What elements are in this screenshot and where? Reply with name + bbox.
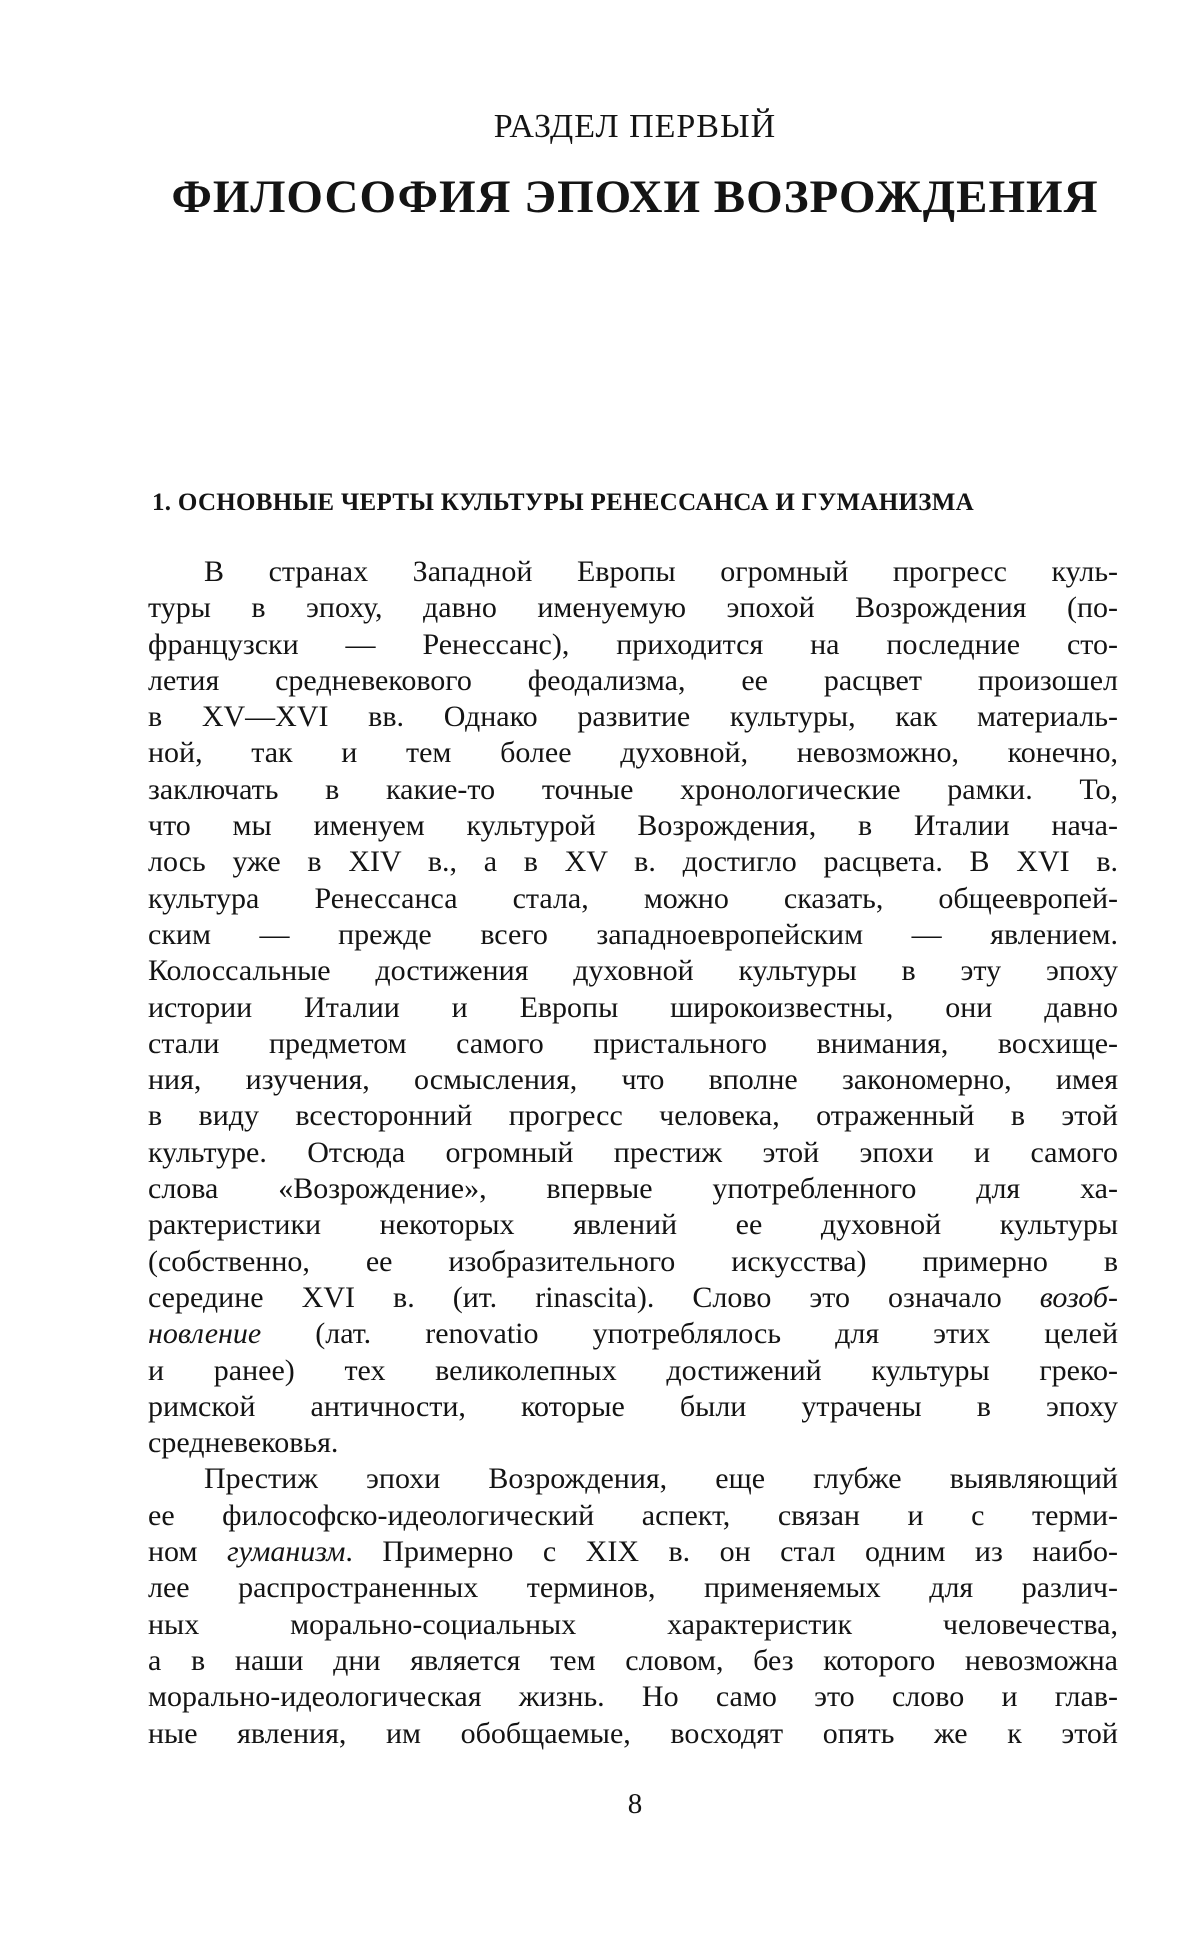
text-line [148,1135,1118,1171]
body-text [148,554,1118,1752]
text-segment: что мы именуем культурой Возрождения, в Италии нача- [148,809,1118,843]
text-line [148,554,1118,590]
text-segment: стали предметом самого пристального внимания, восхище- [148,1026,1118,1060]
italic-term: новление [148,1317,262,1351]
text-segment: ной, так и тем более духовной, невозможно, конечно, [148,736,1118,770]
text-segment: В странах Западной Европы огромный прогресс куль- [204,555,1118,588]
text-line [148,1461,1118,1497]
text-segment: а в наши дни является тем словом, без которого невозможна [148,1643,1118,1677]
paragraph-2 [148,1461,1118,1751]
text-line [148,1207,1118,1243]
text-segment: культура Ренессанса стала, можно сказать, общеевропей- [148,881,1118,915]
italic-term: возоб- [1039,1280,1118,1314]
text-line [148,881,1118,917]
text-line [148,1098,1118,1134]
text-segment: слова «Возрождение», впервые употребленного для ха- [148,1172,1118,1206]
chapter-heading: 1. ОСНОВНЫЕ ЧЕРТЫ КУЛЬТУРЫ РЕНЕССАНСА И ГУМАНИЗМА [152,489,974,516]
text-line [148,1534,1118,1570]
text-segment: ее философско-идеологический аспект, связан и с терми- [148,1498,1118,1532]
text-line [148,1316,1118,1352]
text-segment: летия средневекового феодализма, ее расцвет произошел [148,663,1118,697]
text-segment: и ранее) тех великолепных достижений культуры греко- [148,1353,1118,1387]
text-line [148,1425,1118,1461]
text-line [148,1679,1118,1715]
text-segment: ским — прежде всего западноевропейским — явлением. [148,917,1118,951]
text-segment: лее распространенных терминов, применяемых для различ- [148,1571,1118,1605]
text-line [148,1389,1118,1425]
paragraph-1 [148,554,1118,1461]
text-line [148,590,1118,626]
text-line [148,1026,1118,1062]
text-line [148,990,1118,1026]
text-line [148,1643,1118,1679]
text-line [148,772,1118,808]
text-segment: ных морально-социальных характеристик человечества, [148,1607,1118,1641]
text-segment: истории Италии и Европы широкоизвестны, они давно [148,990,1118,1024]
text-line [148,1570,1118,1606]
text-segment: морально-идеологическая жизнь. Но само это слово и глав- [148,1680,1118,1714]
text-segment: культуре. Отсюда огромный престиж этой эпохи и самого [148,1135,1118,1169]
text-line [148,663,1118,699]
text-segment: середине XVI в. (ит. rinascita). Слово это означало [148,1280,1040,1314]
text-line [148,1244,1118,1280]
text-segment: (собственно, ее изобразительного искусства) примерно в [148,1244,1118,1278]
text-segment: ния, изучения, осмысления, что вполне закономерно, имея [148,1063,1118,1097]
text-segment: французски — Ренессанс), приходится на последние сто- [148,627,1118,661]
text-line [148,953,1118,989]
italic-term: гуманизм [226,1535,346,1569]
text-line [148,917,1118,953]
text-line [148,627,1118,663]
section-label: РАЗДЕЛ ПЕРВЫЙ [493,108,777,145]
text-segment: в XV—XVI вв. Однако развитие культуры, как материаль- [148,700,1118,734]
text-line [148,1062,1118,1098]
part-title: ФИЛОСОФИЯ ЭПОХИ ВОЗРОЖДЕНИЯ [171,171,1099,223]
text-segment: средневековья. [148,1426,339,1460]
text-line [148,1353,1118,1389]
text-segment: лось уже в XIV в., а в XV в. достигло расцвета. В XVI в. [148,845,1118,879]
text-line [148,1498,1118,1534]
text-line [148,1280,1118,1316]
text-segment: ные явления, им обобщаемые, восходят опять же к этой [148,1716,1118,1750]
text-segment: Престиж эпохи Возрождения, еще глубже выявляющий [204,1462,1118,1496]
text-line [148,808,1118,844]
text-line [148,1171,1118,1207]
text-segment: рактеристики некоторых явлений ее духовной культуры [148,1208,1118,1242]
text-segment: Колоссальные достижения духовной культуры в эту эпоху [148,954,1118,988]
text-line [148,699,1118,735]
text-segment: в виду всесторонний прогресс человека, отраженный в этой [148,1099,1118,1133]
text-segment: заключать в какие-то точные хронологические рамки. То, [148,772,1118,806]
text-line [148,735,1118,771]
text-segment: римской античности, которые были утрачены в эпоху [148,1389,1118,1423]
text-segment: туры в эпоху, давно именуемую эпохой Возрождения (по- [148,591,1118,625]
text-line [148,844,1118,880]
text-line [148,1607,1118,1643]
text-segment: (лат. renovatio употреблялось для этих целей [261,1317,1118,1351]
text-segment: . Примерно с XIX в. он стал одним из наибо- [345,1535,1118,1569]
text-segment: ном [148,1535,227,1569]
page-number: 8 [627,1788,643,1820]
text-line [148,1716,1118,1752]
